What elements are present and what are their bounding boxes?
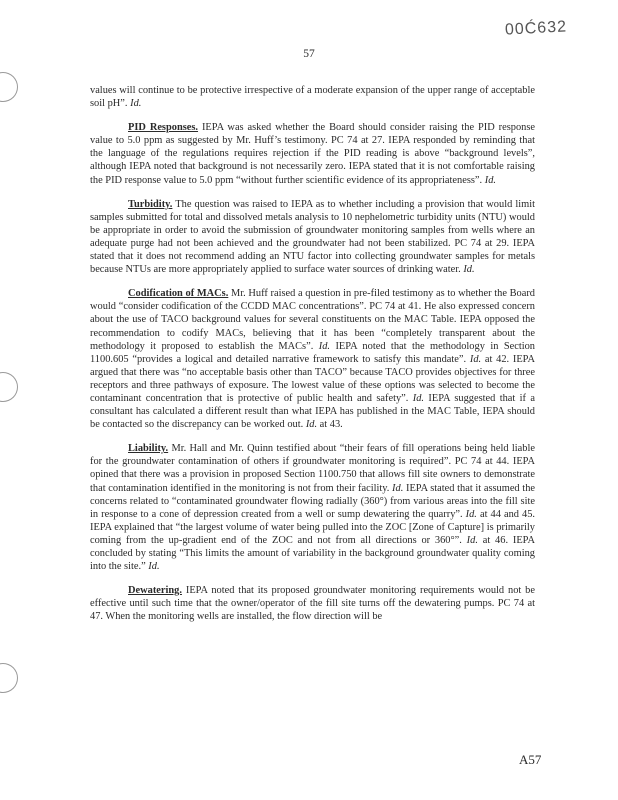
paragraph-text: at 46. IEPA concluded by stating “This limits the amount of variability in the background groundwater quality coming into the site.” (90, 534, 535, 573)
citation: Id. (463, 264, 475, 276)
paragraph-text: IEPA stated that it assumed the concerns related to “contaminated groundwater flowing radially (360°) from various areas into the fill site in response to a cone of depression created from a well or sump dewatering the quarry”. (90, 482, 536, 520)
citation: Id. (484, 174, 496, 186)
citation: Id. (465, 508, 477, 520)
punch-hole (0, 372, 18, 402)
page-number: 57 (303, 48, 315, 60)
section-heading: PID Responses. (128, 122, 199, 134)
citation: Id. (305, 419, 318, 431)
document-body (90, 84, 535, 634)
citation: Id. (392, 482, 404, 494)
bates-stamp: 00Ć632 (504, 18, 568, 39)
paragraph-text: at 42. IEPA argued that there was “no acceptable basis other than TACO” because TACO provides objectives for three receptors and three pathways of exposure. The lowest value of these options was selected to become the contaminant concentration that is protective of public health and safety”. (90, 353, 535, 404)
citation: Id. (318, 340, 331, 352)
paragraph-text: at 43. (317, 419, 343, 431)
paragraph-text: IEPA suggested that if a consultant has calculated a different result than what IEPA has published in the MAC Table, IEPA should be contacted so the discrepancy can be worked out. (90, 392, 535, 431)
punch-hole (0, 663, 18, 693)
citation: Id. (412, 392, 425, 404)
paragraph-text: IEPA was asked whether the Board should consider raising the PID response value to 5.0 ppm as suggested by Mr. Huff’s testimony. PC 74 at 27. IEPA responded by reminding that the language of the regulations requires rejection if the PID reading is above “background levels”, although IEPA noted that background is not necessarily zero. IEPA stated that it is not comfortable raising the PID response value to 5.0 ppm “without further scientific evidence of its appropriateness”. (90, 122, 535, 186)
punch-hole (0, 72, 18, 102)
paragraph (90, 121, 535, 186)
paragraph (90, 584, 535, 623)
citation: Id. (130, 98, 142, 110)
section-heading: Dewatering. (128, 585, 182, 597)
paragraph (90, 442, 535, 573)
paragraph-text: Mr. Hall and Mr. Quinn testified about “their fears of fill operations being held liable for the groundwater contamination of others if groundwater monitoring is required”. PC 74 at 44. IEPA opined that there was a provision in proposed Section 1100.750 that allows fill site owners to demonstrate that contamination identified in the monitoring is not from their facility. (90, 443, 535, 494)
paragraph (90, 84, 535, 110)
citation: Id. (466, 534, 478, 546)
citation: Id. (148, 561, 160, 573)
paragraph-text: at 44 and 45. IEPA explained that “the largest volume of water being pulled into the ZOC [Zone of Capture] is primarily coming from the up-gradient end of the ZOC and not from all directions or 360°”. (90, 508, 535, 546)
paragraph (90, 287, 535, 431)
paragraph (90, 198, 535, 277)
paragraph-text: IEPA noted that its proposed groundwater monitoring requirements would not be effective until such time that the owner/operator of the fill site turns off the dewatering pumps. PC 74 at 47. When the monitoring wells are installed, the flow direction will be (90, 585, 535, 623)
appendix-label: A57 (519, 752, 542, 767)
citation: Id. (469, 353, 482, 365)
section-heading: Codification of MACs. (128, 288, 229, 300)
paragraph-text: Mr. Huff raised a question in pre-filed testimony as to whether the Board would “consider codification of the CCDD MAC concentrations”. PC 74 at 41. He also expressed concern about the use of TACO background values for several constituents on the MAC Table. IEPA opposed the recommendation to codify MACs, believing that it has been “completely transparent about the methodology it proposed to establish the MACs”. (90, 288, 535, 352)
paragraph-text: The question was raised to IEPA as to whether including a provision that would limit samples submitted for total and dissolved metals analysis to 10 nephelometric turbidity units (NTU) would be appropriate in order to avoid the submission of groundwater monitoring samples from wells where an adequate purge had not been achieved and the groundwater had not been stabilized. PC 74 at 29. IEPA stated that it does not recommend adding an NTU factor into collecting groundwater samples for metals because NTUs are more appropriately applied to surface water sources of drinking water. (90, 198, 535, 276)
section-heading: Liability. (128, 443, 169, 455)
paragraph-text: IEPA noted that the methodology in Section 1100.605 “provides a logical and detailed narrative framework to satisfy this mandate”. (90, 340, 535, 365)
section-heading: Turbidity. (128, 198, 173, 210)
paragraph-text: values will continue to be protective irrespective of a moderate expansion of the upper range of acceptable soil pH”. (90, 85, 535, 110)
